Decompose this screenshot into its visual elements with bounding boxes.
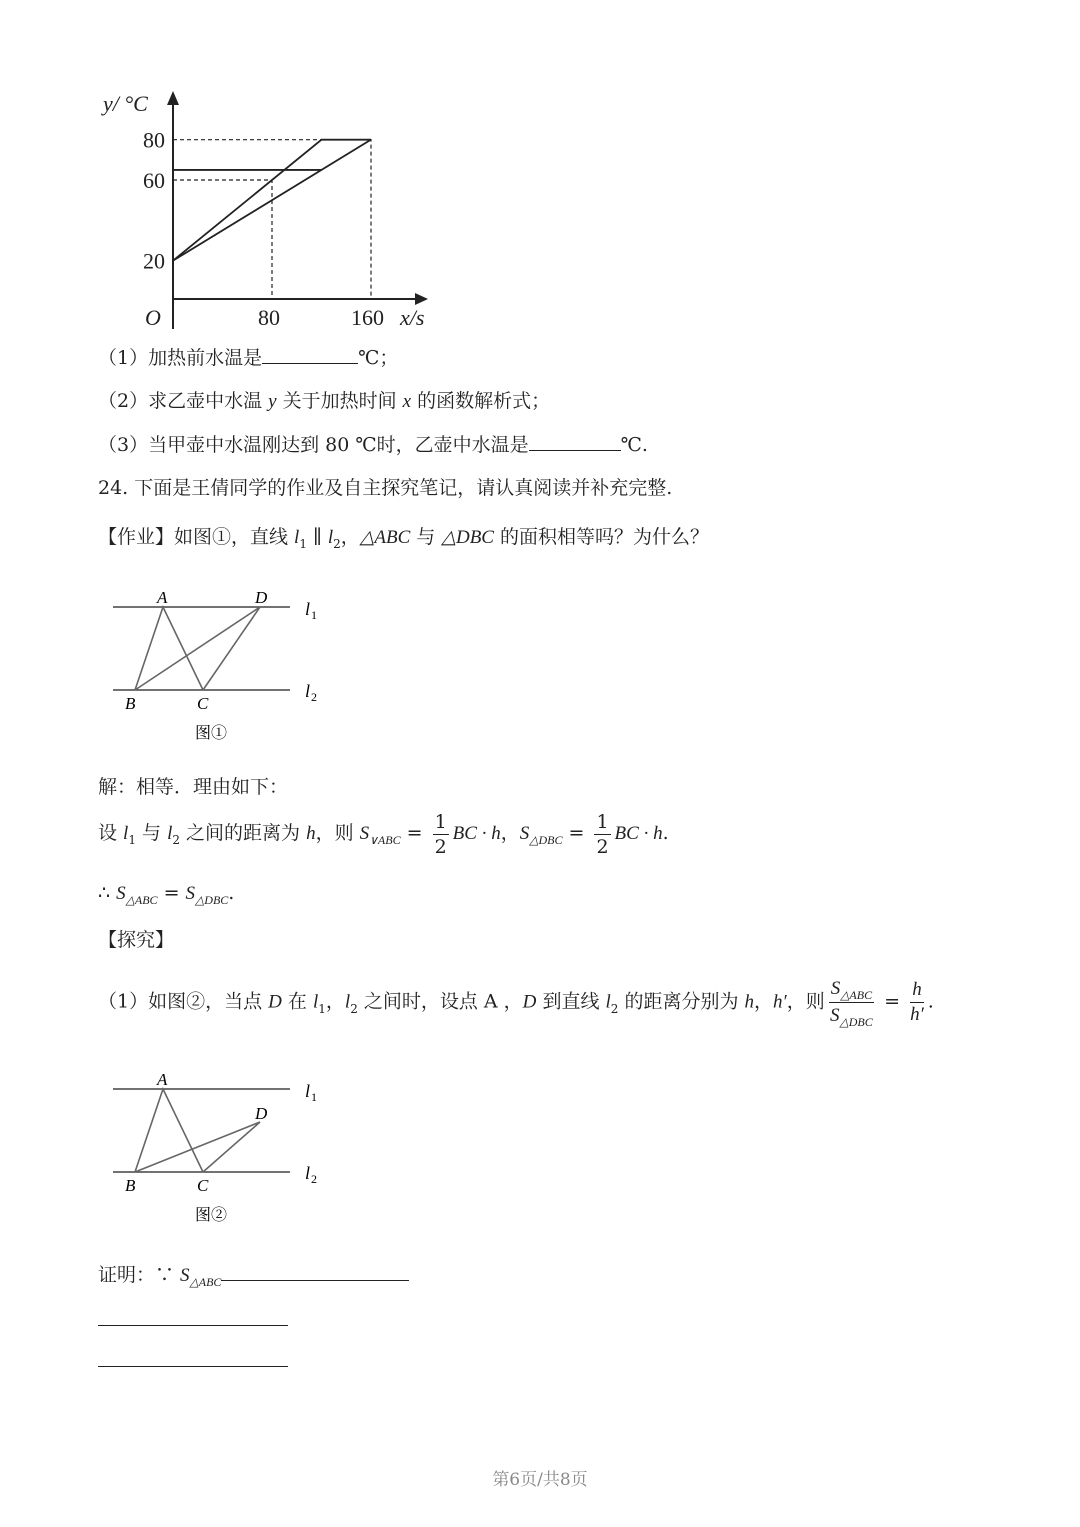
answer-blank-2[interactable] bbox=[98, 1366, 288, 1367]
fig1-label-d: D bbox=[255, 588, 268, 607]
guide-60-80 bbox=[173, 180, 272, 299]
y-tick-label: 60 bbox=[143, 168, 165, 193]
fig1-label-b: B bbox=[125, 694, 136, 713]
q23-part3: （3）当甲壶中水温刚达到 80 ℃时，乙壶中水温是 ℃. bbox=[98, 434, 648, 456]
q23-part1: （1）加热前水温是 ℃； bbox=[98, 347, 399, 369]
fig2-label-l1-sub: 1 bbox=[311, 1090, 317, 1104]
figure-2 bbox=[105, 1067, 335, 1232]
fig2-caption: 图② bbox=[195, 1207, 228, 1224]
q23-part2: （2）求乙壶中水温 y 关于加热时间 x 的函数解析式； bbox=[98, 390, 551, 412]
y-tick-label: 80 bbox=[143, 127, 165, 153]
fig2-label-l1: l bbox=[305, 1081, 311, 1101]
x-tick-label: 80 bbox=[258, 305, 280, 330]
explore-heading: 【探究】 bbox=[98, 929, 175, 951]
fig2-label-l2: l bbox=[305, 1163, 311, 1183]
fig2-label-l2-sub: 2 bbox=[311, 1172, 317, 1186]
fig2-label-c: C bbox=[197, 1176, 209, 1195]
x-axis-arrow bbox=[415, 293, 428, 305]
y-axis-arrow bbox=[167, 91, 179, 105]
page-footer: 第6页/共8页 bbox=[492, 1470, 588, 1490]
solution-line: 解：相等．理由如下： bbox=[98, 776, 289, 798]
y-tick-label: 20 bbox=[143, 248, 165, 274]
fig1-caption: 图① bbox=[195, 725, 228, 742]
y-axis-label: y/ °C bbox=[103, 91, 148, 116]
fig2-label-b: B bbox=[125, 1176, 136, 1195]
figure-1 bbox=[105, 585, 335, 750]
therefore-line: ∴ $S_{\triangle ABC} = S_{\triangle DBC}$. bbox=[98, 882, 235, 907]
q24-homework: 【作业】如图①，直线 $l_1$ ∥ $l_2$，△ABC 与 △DBC 的面积相等吗？为什么？ bbox=[98, 526, 710, 551]
area-formula: 设 $l_1$ 与 $l_2$ 之间的距离为 h，则 $S_{\vee ABC}$ = $\frac{1}{2}$ BC · h，$S_{\triangle DBC}$ = $\frac{1}{2}$ BC · h. bbox=[98, 810, 669, 858]
q24-intro: 24. 下面是王倩同学的作业及自主探究笔记，请认真阅读并补充完整. bbox=[98, 477, 673, 499]
guide-80-160 bbox=[173, 140, 371, 299]
fig1-label-l2: l bbox=[305, 681, 311, 701]
fig2-label-d: D bbox=[255, 1104, 268, 1123]
answer-blank-1[interactable] bbox=[98, 1325, 288, 1326]
x-axis-label: x/s bbox=[400, 305, 425, 330]
fig1-label-l2-sub: 2 bbox=[311, 690, 317, 704]
x-tick-label: 160 bbox=[351, 305, 384, 330]
origin-label: O bbox=[145, 305, 161, 330]
fig1-label-l1-sub: 1 bbox=[311, 608, 317, 622]
fig2-label-a: A bbox=[157, 1070, 168, 1089]
temperature-chart bbox=[95, 85, 445, 335]
fig1-label-l1: l bbox=[305, 599, 311, 619]
fig1-label-a: A bbox=[157, 588, 168, 607]
explore-part1: （1）如图②，当点 D 在 $l_1$，$l_2$ 之间时，设点 A ，D 到直线 $l_2$ 的距离分别为 h，h′，则 $\frac{S_{\triangle ABC}}{S_{\triangle DBC}}$ = $\frac{h}{h'}$ . bbox=[98, 978, 934, 1029]
proof-line: 证明：∵ $S_{\triangle ABC}$ bbox=[98, 1262, 409, 1290]
fig1-label-c: C bbox=[197, 694, 209, 713]
